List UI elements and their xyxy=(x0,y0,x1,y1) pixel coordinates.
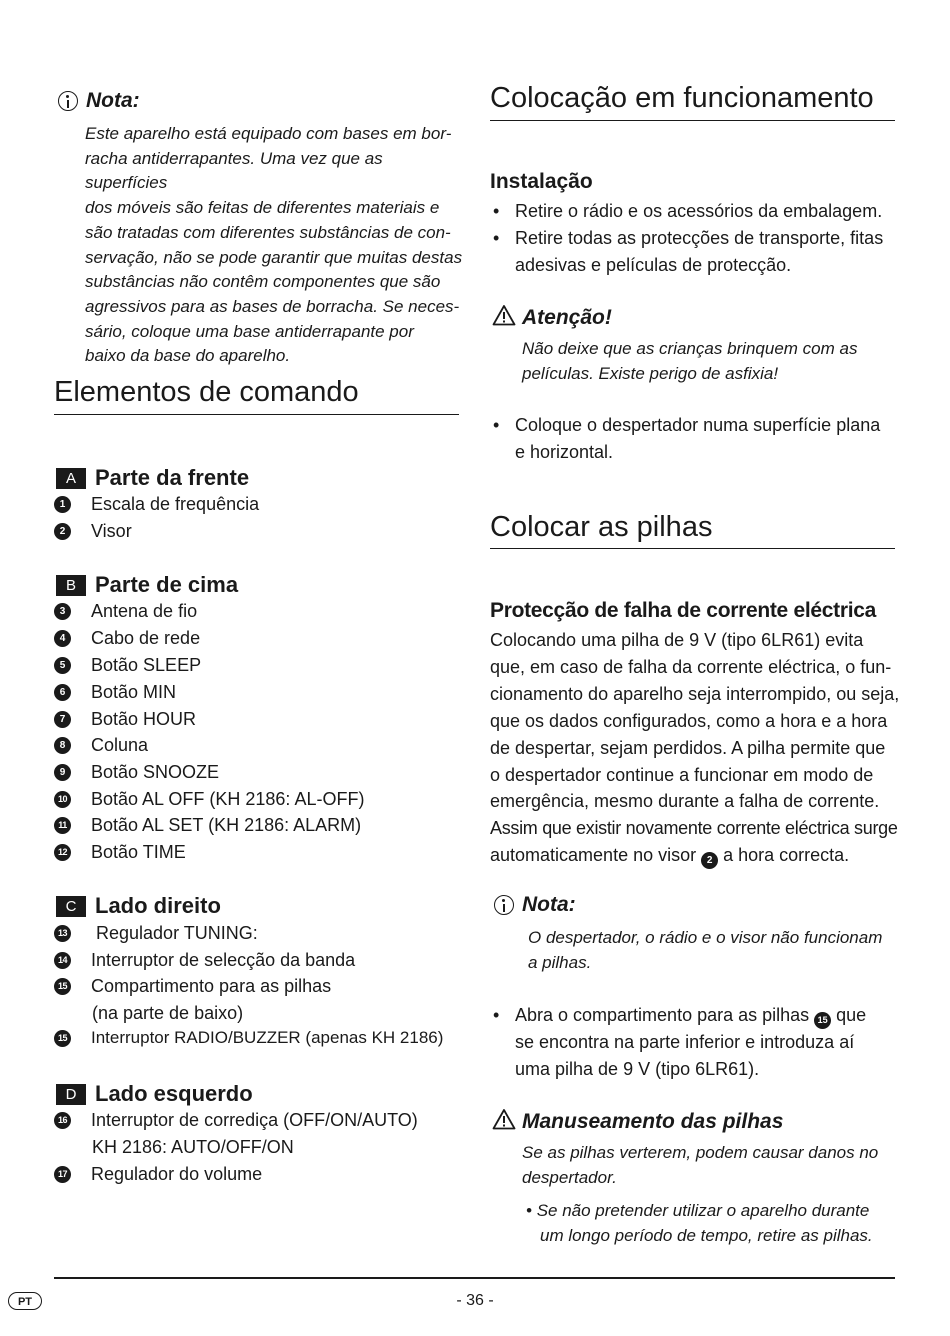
note-line: dos móveis são feitas de diferentes materiais e xyxy=(85,198,440,218)
install-title: Instalação xyxy=(490,170,593,193)
handling-title: Manuseamento das pilhas xyxy=(522,1110,784,1133)
item-number: 2 xyxy=(54,523,71,540)
note-line: Este aparelho está equipado com bases em bor- xyxy=(85,124,452,143)
text-fragment: que xyxy=(831,1005,867,1025)
item-number: 12 xyxy=(54,844,71,861)
info-icon xyxy=(58,91,78,111)
section-badge: C xyxy=(56,896,86,917)
section-heading-controls: Elementos de comando xyxy=(54,376,359,408)
control-item xyxy=(54,628,200,649)
text-line: que os dados configurados, como a hora e a hora xyxy=(490,710,888,731)
item-text: Visor xyxy=(91,521,132,541)
control-item xyxy=(54,1028,443,1048)
control-item xyxy=(54,735,148,756)
section-title: Parte de cima xyxy=(95,572,239,597)
note-line: são tratadas com diferentes substâncias de con- xyxy=(85,222,451,242)
section-top xyxy=(56,572,238,598)
item-text: Interruptor RADIO/BUZZER (apenas KH 2186) xyxy=(91,1028,444,1047)
item-number: 11 xyxy=(54,817,71,834)
footer-rule xyxy=(54,1277,895,1279)
text-line: o despertador continue a funcionar em modo de xyxy=(490,764,874,785)
control-item xyxy=(54,521,132,542)
protection-text xyxy=(490,627,900,869)
text-line: que, em caso de falha da corrente eléctrica, o fun- xyxy=(490,656,892,677)
item-number: 17 xyxy=(54,1166,71,1183)
section-title: Lado esquerdo xyxy=(95,1081,253,1106)
section-badge: B xyxy=(56,575,86,596)
item-number: 7 xyxy=(54,711,71,728)
note-line: sário, coloque uma base antiderrapante por xyxy=(85,321,414,341)
note-line: servação, não se pode garantir que muitas destas xyxy=(85,247,463,267)
control-item xyxy=(54,815,361,836)
handling-bullet xyxy=(526,1199,906,1248)
item-number: 5 xyxy=(54,657,71,674)
item-continuation: (na parte de baixo) xyxy=(92,1003,244,1023)
list-item: • Retire o rádio e os acessórios da embalagem. xyxy=(490,198,895,225)
section-heading-batteries: Colocar as pilhas xyxy=(490,511,713,543)
control-item xyxy=(54,762,219,783)
note-line: racha antiderrapantes. Uma vez que as superfícies xyxy=(85,148,383,193)
item-text: Compartimento para as pilhas xyxy=(91,976,332,996)
control-item xyxy=(54,950,355,971)
note-title: Nota: xyxy=(86,89,140,112)
item-text: Coluna xyxy=(91,735,149,755)
item-number: 10 xyxy=(54,791,71,808)
control-item xyxy=(54,601,197,622)
item-number: 6 xyxy=(54,684,71,701)
section-badge: A xyxy=(56,468,86,489)
item-text: Botão AL OFF (KH 2186: AL-OFF) xyxy=(91,789,365,809)
list-item-continuation: uma pilha de 9 V (tipo 6LR61). xyxy=(515,1059,760,1079)
text-fragment: Se não pretender utilizar o aparelho durante xyxy=(536,1201,870,1220)
item-text: Antena de fio xyxy=(91,601,198,621)
list-item xyxy=(490,1002,895,1029)
text-fragment: a hora correcta. xyxy=(718,845,850,866)
item-number: 2 xyxy=(701,852,718,869)
text-line: emergência, mesmo durante a falha de corrente. xyxy=(490,791,880,812)
section-title: Lado direito xyxy=(95,893,221,918)
item-text: Interruptor de selecção da banda xyxy=(91,950,356,970)
item-number: 4 xyxy=(54,630,71,647)
item-text: Escala de frequência xyxy=(91,494,260,514)
list-item-continuation: adesivas e películas de protecção. xyxy=(515,255,792,275)
text-fragment: automaticamente no visor xyxy=(490,845,702,866)
control-item xyxy=(54,1110,418,1131)
section-right-side xyxy=(56,893,221,919)
note2-heading xyxy=(494,893,576,917)
warning-icon xyxy=(492,1108,516,1136)
section-title: Parte da frente xyxy=(95,465,250,490)
item-text: Regulador TUNING: xyxy=(91,923,258,943)
battery-list xyxy=(490,1002,895,1083)
item-number: 3 xyxy=(54,603,71,620)
handling-bullet-line: • Se não pretender utilizar o aparelho durante xyxy=(526,1201,870,1220)
item-number: 8 xyxy=(54,737,71,754)
warning-icon xyxy=(492,304,516,332)
attention-line: películas. Existe perigo de asfixia! xyxy=(522,363,779,383)
control-item xyxy=(54,789,364,810)
item-continuation: KH 2186: AUTO/OFF/ON xyxy=(92,1137,294,1157)
control-item xyxy=(54,709,196,730)
heading-rule xyxy=(490,548,895,549)
protection-title: Protecção de falha de corrente eléctrica xyxy=(490,599,877,622)
surface-list xyxy=(490,412,895,466)
note-line: baixo da base do aparelho. xyxy=(85,346,291,366)
note-line: agressivos para as bases de borracha. Se neces- xyxy=(85,296,460,316)
list-item: • Retire todas as protecções de transporte, fitas xyxy=(490,225,895,252)
item-text: Botão TIME xyxy=(91,842,186,862)
info-icon xyxy=(494,895,514,915)
language-badge: PT xyxy=(8,1292,42,1310)
text-line xyxy=(490,842,900,869)
text-line: Assim que existir novamente corrente eléctrica surge xyxy=(490,818,898,839)
item-text: Botão MIN xyxy=(91,682,177,702)
attention-text xyxy=(522,337,892,386)
handling-line: Se as pilhas verterem, podem causar danos no xyxy=(522,1143,879,1162)
control-item xyxy=(54,842,186,863)
item-number: 1 xyxy=(54,496,71,513)
attention-title: Atenção! xyxy=(522,306,612,329)
item-text: Botão HOUR xyxy=(91,709,197,729)
note2-title: Nota: xyxy=(522,893,576,916)
note-heading xyxy=(58,89,140,113)
install-list xyxy=(490,198,895,279)
note-line: substâncias não contêm componentes que são xyxy=(85,272,441,292)
attention-line: Não deixe que as crianças brinquem com as xyxy=(522,339,858,358)
section-heading-startup: Colocação em funcionamento xyxy=(490,82,874,114)
note-text xyxy=(85,122,465,369)
list-item-continuation: e horizontal. xyxy=(515,442,614,462)
section-badge: D xyxy=(56,1084,86,1105)
item-text: Interruptor de corrediça (OFF/ON/AUTO) xyxy=(91,1110,418,1130)
item-text: Cabo de rede xyxy=(91,628,201,648)
heading-rule xyxy=(490,120,895,121)
item-text: Regulador do volume xyxy=(91,1164,263,1184)
text-fragment: Abra o compartimento para as pilhas xyxy=(515,1005,815,1025)
note-line: O despertador, o rádio e o visor não funcionam xyxy=(528,928,883,947)
text-line: cionamento do aparelho seja interrompido, ou seja, xyxy=(490,683,900,704)
item-number: 16 xyxy=(54,1112,71,1129)
item-number: 13 xyxy=(54,925,71,942)
section-front xyxy=(56,465,249,491)
item-text: Botão SNOOZE xyxy=(91,762,220,782)
section-left-side xyxy=(56,1081,253,1107)
control-item xyxy=(54,1164,262,1185)
item-number: 14 xyxy=(54,952,71,969)
item-number: 15 xyxy=(54,978,71,995)
item-text: Botão SLEEP xyxy=(91,655,202,675)
note-line: a pilhas. xyxy=(528,952,592,972)
item-number: 15 xyxy=(814,1012,831,1029)
control-item xyxy=(54,655,201,676)
control-item xyxy=(54,494,259,515)
attention-heading xyxy=(492,304,612,332)
text-line: Colocando uma pilha de 9 V (tipo 6LR61) evita xyxy=(490,630,864,650)
control-item xyxy=(54,976,331,997)
item-text: Botão AL SET (KH 2186: ALARM) xyxy=(91,815,362,835)
page-number: - 36 - xyxy=(456,1292,494,1309)
handling-bullet-line: um longo período de tempo, retire as pilhas. xyxy=(540,1225,873,1245)
handling-text xyxy=(522,1141,902,1190)
list-item: • Coloque o despertador numa superfície plana xyxy=(490,412,895,439)
list-item-continuation: se encontra na parte inferior e introduza aí xyxy=(515,1032,855,1052)
item-number: 15 xyxy=(54,1030,71,1047)
heading-rule xyxy=(54,414,459,415)
control-item xyxy=(54,923,258,944)
text-line: de despertar, sejam perdidos. A pilha permite que xyxy=(490,737,886,758)
note2-text xyxy=(528,926,898,975)
item-number: 9 xyxy=(54,764,71,781)
control-item xyxy=(54,682,176,703)
handling-heading xyxy=(492,1108,783,1136)
handling-line: despertador. xyxy=(522,1167,617,1187)
